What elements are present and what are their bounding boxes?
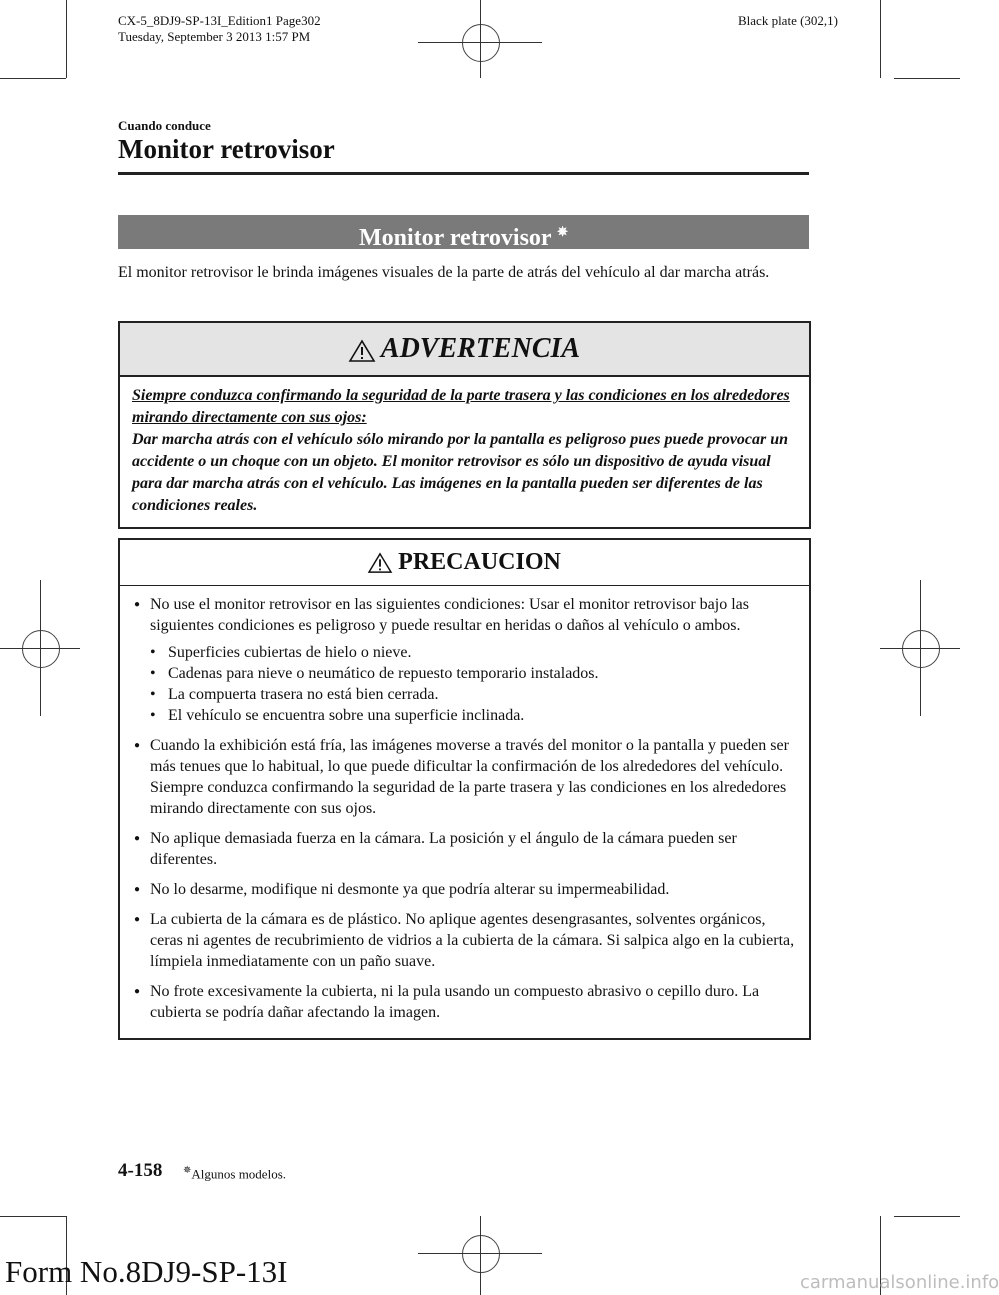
caution-item: ● La cubierta de la cámara es de plástico. No aplique agentes desengrasantes, solventes orgánicos, ceras ni agentes de recubrimiento de vidrios a la cubierta de la cámara. Si salpica algo en la cubierta, límpiela inmediatamente con un paño suave. bbox=[132, 909, 797, 972]
footnote-star-icon: ✵ bbox=[183, 1165, 192, 1176]
file-line-2: Tuesday, September 3 2013 1:57 PM bbox=[118, 29, 311, 44]
section-label: Cuando conduce bbox=[118, 118, 211, 133]
caution-item-1-text: No use el monitor retrovisor en las siguientes condiciones: Usar el monitor retrovisor bajo las siguientes condiciones es peligroso y puede resultar en heridas o daños al vehículo o ambos. bbox=[150, 596, 749, 634]
footnote-text: Algunos modelos. bbox=[191, 1166, 287, 1182]
footnote bbox=[183, 1165, 286, 1182]
warning-box bbox=[118, 321, 811, 529]
caution-item: ● No aplique demasiada fuerza en la cámara. La posición y el ángulo de la cámara pueden ser diferentes. bbox=[132, 828, 797, 870]
file-info bbox=[118, 13, 321, 45]
caution-heading: PRECAUCION bbox=[398, 549, 561, 575]
caution-item: ● No lo desarme, modifique ni desmonte ya que podría alterar su impermeabilidad. bbox=[132, 879, 797, 900]
page-title: Monitor retrovisor bbox=[118, 134, 335, 164]
form-number: Form No.8DJ9-SP-13I bbox=[5, 1254, 288, 1289]
caution-box bbox=[118, 538, 811, 1040]
intro-paragraph: El monitor retrovisor le brinda imágenes visuales de la parte de atrás del vehículo al dar marcha atrás. bbox=[118, 264, 770, 281]
condition-item: • Cadenas para nieve o neumático de repuesto temporario instalados. bbox=[150, 663, 797, 684]
warning-triangle-icon bbox=[349, 339, 375, 363]
caution-body bbox=[120, 586, 809, 1038]
warning-lead: Siempre conduzca confirmando la seguridad de la parte trasera y las condiciones en los alrededores mirando directamente con sus ojos: bbox=[132, 387, 790, 426]
watermark: carmanualsonline.info bbox=[800, 1272, 999, 1293]
caution-item: ● No frote excesivamente la cubierta, ni la pula usando un compuesto abrasivo o cepillo duro. La cubierta se podría dañar afectando la imagen. bbox=[132, 981, 797, 1023]
caution-triangle-icon bbox=[368, 552, 392, 574]
caution-item: ● Cuando la exhibición está fría, las imágenes moverse a través del monitor o la pantalla y pueden ser más tenues que lo habitual, lo que puede dificultar la confirmación de los alrededores del vehículo. Siempre conduzca confirmando la seguridad de la parte trasera y las condiciones en los alrededores mirando directamente con sus ojos. bbox=[132, 735, 797, 819]
warning-text: Dar marcha atrás con el vehículo sólo mirando por la pantalla es peligroso pues puede provocar un accidente o un choque con un objeto. El monitor retrovisor es sólo un dispositivo de ayuda visual para dar marcha atrás con el vehículo. Las imágenes en la pantalla pueden ser diferentes de las condiciones reales. bbox=[132, 431, 789, 514]
file-line-1: CX-5_8DJ9-SP-13I_Edition1 Page302 bbox=[118, 13, 321, 28]
caution-header bbox=[120, 540, 809, 586]
condition-list bbox=[150, 636, 797, 726]
title-rule bbox=[118, 172, 809, 175]
warning-header bbox=[120, 323, 809, 377]
optional-star-icon: ✵ bbox=[557, 224, 569, 239]
plate-label: Black plate (302,1) bbox=[738, 13, 838, 28]
topic-banner bbox=[118, 215, 809, 249]
caution-item bbox=[132, 594, 797, 726]
condition-item: • La compuerta trasera no está bien cerrada. bbox=[150, 684, 797, 705]
warning-body bbox=[120, 377, 809, 527]
banner-title: Monitor retrovisor bbox=[358, 225, 552, 251]
page-number: 4-158 bbox=[118, 1160, 163, 1181]
condition-item: • Superficies cubiertas de hielo o nieve. bbox=[150, 642, 797, 663]
condition-item: • El vehículo se encuentra sobre una superficie inclinada. bbox=[150, 705, 797, 726]
warning-heading: ADVERTENCIA bbox=[380, 333, 581, 364]
